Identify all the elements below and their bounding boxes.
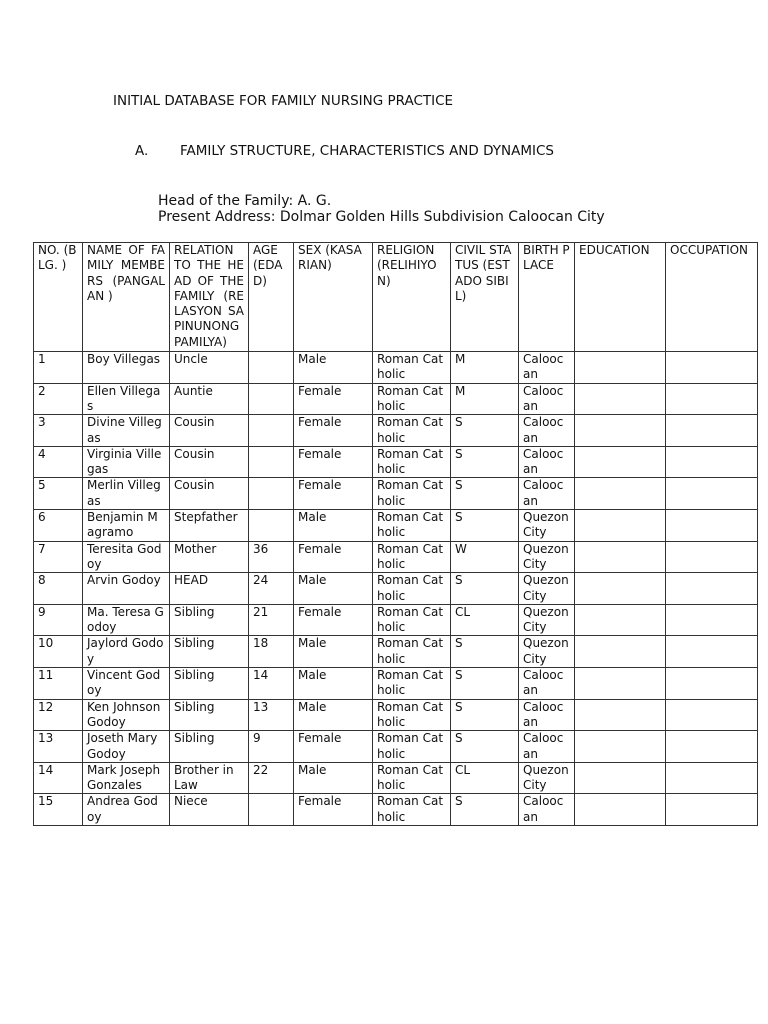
cell-birth-place: Caloocan: [519, 352, 575, 384]
header-birth-place: BIRTH PLACE: [519, 243, 575, 352]
cell-civil-status: CL: [451, 604, 519, 636]
cell-religion: Roman Catholic: [373, 668, 451, 700]
cell-occupation: [666, 478, 758, 510]
cell-birth-place: Quezon City: [519, 541, 575, 573]
cell-religion: Roman Catholic: [373, 383, 451, 415]
table-row: [34, 604, 758, 636]
cell-sex: Female: [294, 541, 373, 573]
cell-relation: Cousin: [170, 415, 249, 447]
cell-relation: Mother: [170, 541, 249, 573]
cell-age: [249, 383, 294, 415]
cell-sex: Female: [294, 478, 373, 510]
cell-age: 21: [249, 604, 294, 636]
table-row: [34, 510, 758, 542]
header-education: EDUCATION: [575, 243, 666, 352]
cell-no: 11: [34, 668, 83, 700]
cell-relation: Sibling: [170, 699, 249, 731]
cell-sex: Male: [294, 636, 373, 668]
cell-no: 8: [34, 573, 83, 605]
header-age: AGE (EDAD): [249, 243, 294, 352]
cell-religion: Roman Catholic: [373, 478, 451, 510]
cell-education: [575, 573, 666, 605]
cell-civil-status: S: [451, 731, 519, 763]
cell-age: [249, 510, 294, 542]
cell-age: 18: [249, 636, 294, 668]
cell-sex: Female: [294, 383, 373, 415]
cell-no: 15: [34, 794, 83, 826]
cell-no: 6: [34, 510, 83, 542]
cell-age: 22: [249, 762, 294, 794]
cell-age: [249, 794, 294, 826]
cell-birth-place: Caloocan: [519, 383, 575, 415]
cell-civil-status: S: [451, 573, 519, 605]
cell-education: [575, 604, 666, 636]
cell-age: 14: [249, 668, 294, 700]
table-row: [34, 478, 758, 510]
cell-no: 14: [34, 762, 83, 794]
cell-religion: Roman Catholic: [373, 541, 451, 573]
cell-birth-place: Quezon City: [519, 762, 575, 794]
cell-no: 1: [34, 352, 83, 384]
cell-occupation: [666, 636, 758, 668]
cell-occupation: [666, 668, 758, 700]
table-row: [34, 668, 758, 700]
cell-education: [575, 668, 666, 700]
header-occupation: OCCUPATION: [666, 243, 758, 352]
cell-name: Teresita Godoy: [83, 541, 170, 573]
cell-relation: Niece: [170, 794, 249, 826]
cell-education: [575, 478, 666, 510]
cell-age: 36: [249, 541, 294, 573]
cell-birth-place: Caloocan: [519, 794, 575, 826]
cell-relation: Sibling: [170, 668, 249, 700]
cell-sex: Female: [294, 731, 373, 763]
cell-education: [575, 510, 666, 542]
cell-sex: Male: [294, 510, 373, 542]
cell-birth-place: Quezon City: [519, 604, 575, 636]
cell-education: [575, 352, 666, 384]
cell-occupation: [666, 762, 758, 794]
cell-sex: Male: [294, 762, 373, 794]
table-row: [34, 352, 758, 384]
cell-birth-place: Quezon City: [519, 573, 575, 605]
cell-age: [249, 415, 294, 447]
cell-name: Ken Johnson Godoy: [83, 699, 170, 731]
cell-name: Benjamin Magramo: [83, 510, 170, 542]
table-row: [34, 794, 758, 826]
cell-name: Mark Joseph Gonzales: [83, 762, 170, 794]
cell-education: [575, 383, 666, 415]
table-row: [34, 415, 758, 447]
cell-occupation: [666, 415, 758, 447]
cell-birth-place: Caloocan: [519, 699, 575, 731]
cell-civil-status: S: [451, 510, 519, 542]
cell-civil-status: S: [451, 699, 519, 731]
cell-no: 4: [34, 446, 83, 478]
cell-no: 13: [34, 731, 83, 763]
table-row: [34, 446, 758, 478]
present-address: Present Address: Dolmar Golden Hills Subdivision Caloocan City: [158, 209, 605, 225]
cell-no: 7: [34, 541, 83, 573]
cell-religion: Roman Catholic: [373, 415, 451, 447]
cell-birth-place: Quezon City: [519, 636, 575, 668]
cell-religion: Roman Catholic: [373, 510, 451, 542]
cell-occupation: [666, 794, 758, 826]
cell-no: 9: [34, 604, 83, 636]
cell-sex: Male: [294, 352, 373, 384]
cell-civil-status: S: [451, 636, 519, 668]
cell-relation: Sibling: [170, 636, 249, 668]
header-relation: RELATION TO THE HEAD OF THE FAMILY (RELASYON SA PINUNONG PAMILYA): [170, 243, 249, 352]
cell-civil-status: S: [451, 794, 519, 826]
header-sex: SEX (KASARIAN): [294, 243, 373, 352]
cell-relation: Brother in Law: [170, 762, 249, 794]
header-religion: RELIGION (RELIHIYON): [373, 243, 451, 352]
family-structure-table: [33, 242, 758, 826]
table-row: [34, 636, 758, 668]
cell-birth-place: Quezon City: [519, 510, 575, 542]
cell-occupation: [666, 510, 758, 542]
cell-sex: Male: [294, 699, 373, 731]
cell-name: Ellen Villegas: [83, 383, 170, 415]
cell-name: Merlin Villegas: [83, 478, 170, 510]
cell-relation: Sibling: [170, 731, 249, 763]
header-name: NAME OF FAMILY MEMBERS (PANGALAN ): [83, 243, 170, 352]
head-of-family: Head of the Family: A. G.: [158, 193, 332, 209]
cell-name: Virginia Villegas: [83, 446, 170, 478]
cell-education: [575, 446, 666, 478]
cell-age: [249, 478, 294, 510]
cell-name: Vincent Godoy: [83, 668, 170, 700]
document-title: INITIAL DATABASE FOR FAMILY NURSING PRACTICE: [113, 93, 454, 109]
cell-religion: Roman Catholic: [373, 352, 451, 384]
cell-relation: Uncle: [170, 352, 249, 384]
cell-occupation: [666, 446, 758, 478]
cell-relation: Auntie: [170, 383, 249, 415]
cell-birth-place: Caloocan: [519, 731, 575, 763]
cell-religion: Roman Catholic: [373, 604, 451, 636]
cell-sex: Female: [294, 794, 373, 826]
cell-religion: Roman Catholic: [373, 794, 451, 826]
cell-religion: Roman Catholic: [373, 699, 451, 731]
cell-name: Joseth Mary Godoy: [83, 731, 170, 763]
section-title: FAMILY STRUCTURE, CHARACTERISTICS AND DYNAMICS: [180, 143, 554, 159]
cell-civil-status: M: [451, 383, 519, 415]
section-heading: [135, 143, 554, 159]
cell-sex: Female: [294, 446, 373, 478]
cell-occupation: [666, 541, 758, 573]
cell-relation: HEAD: [170, 573, 249, 605]
cell-sex: Male: [294, 573, 373, 605]
cell-no: 10: [34, 636, 83, 668]
cell-occupation: [666, 352, 758, 384]
cell-sex: Male: [294, 668, 373, 700]
cell-religion: Roman Catholic: [373, 636, 451, 668]
cell-name: Arvin Godoy: [83, 573, 170, 605]
table-row: [34, 541, 758, 573]
cell-civil-status: CL: [451, 762, 519, 794]
table-body: [34, 352, 758, 826]
table-row: [34, 731, 758, 763]
cell-sex: Female: [294, 415, 373, 447]
cell-relation: Cousin: [170, 478, 249, 510]
cell-religion: Roman Catholic: [373, 731, 451, 763]
cell-education: [575, 794, 666, 826]
cell-age: [249, 446, 294, 478]
cell-age: 9: [249, 731, 294, 763]
table-row: [34, 699, 758, 731]
cell-education: [575, 762, 666, 794]
cell-religion: Roman Catholic: [373, 573, 451, 605]
cell-name: Ma. Teresa Godoy: [83, 604, 170, 636]
cell-civil-status: S: [451, 478, 519, 510]
cell-religion: Roman Catholic: [373, 446, 451, 478]
cell-occupation: [666, 731, 758, 763]
cell-education: [575, 541, 666, 573]
cell-education: [575, 636, 666, 668]
cell-education: [575, 415, 666, 447]
section-letter: A.: [135, 143, 149, 159]
table-header-row: [34, 243, 758, 352]
cell-civil-status: S: [451, 446, 519, 478]
cell-civil-status: S: [451, 668, 519, 700]
cell-occupation: [666, 573, 758, 605]
table-row: [34, 762, 758, 794]
cell-civil-status: M: [451, 352, 519, 384]
cell-age: 24: [249, 573, 294, 605]
cell-education: [575, 731, 666, 763]
cell-occupation: [666, 383, 758, 415]
cell-relation: Stepfather: [170, 510, 249, 542]
cell-civil-status: W: [451, 541, 519, 573]
cell-no: 5: [34, 478, 83, 510]
table-row: [34, 383, 758, 415]
cell-occupation: [666, 604, 758, 636]
cell-civil-status: S: [451, 415, 519, 447]
header-no: NO. (BLG. ): [34, 243, 83, 352]
cell-no: 2: [34, 383, 83, 415]
cell-birth-place: Caloocan: [519, 446, 575, 478]
cell-relation: Sibling: [170, 604, 249, 636]
cell-name: Jaylord Godoy: [83, 636, 170, 668]
header-civil-status: CIVIL STATUS (ESTADO SIBIL): [451, 243, 519, 352]
cell-birth-place: Caloocan: [519, 415, 575, 447]
cell-religion: Roman Catholic: [373, 762, 451, 794]
cell-no: 12: [34, 699, 83, 731]
cell-occupation: [666, 699, 758, 731]
cell-sex: Female: [294, 604, 373, 636]
cell-name: Andrea Godoy: [83, 794, 170, 826]
cell-birth-place: Caloocan: [519, 478, 575, 510]
cell-relation: Cousin: [170, 446, 249, 478]
cell-name: Divine Villegas: [83, 415, 170, 447]
cell-no: 3: [34, 415, 83, 447]
cell-birth-place: Caloocan: [519, 668, 575, 700]
cell-age: [249, 352, 294, 384]
cell-name: Boy Villegas: [83, 352, 170, 384]
table-row: [34, 573, 758, 605]
cell-education: [575, 699, 666, 731]
cell-age: 13: [249, 699, 294, 731]
